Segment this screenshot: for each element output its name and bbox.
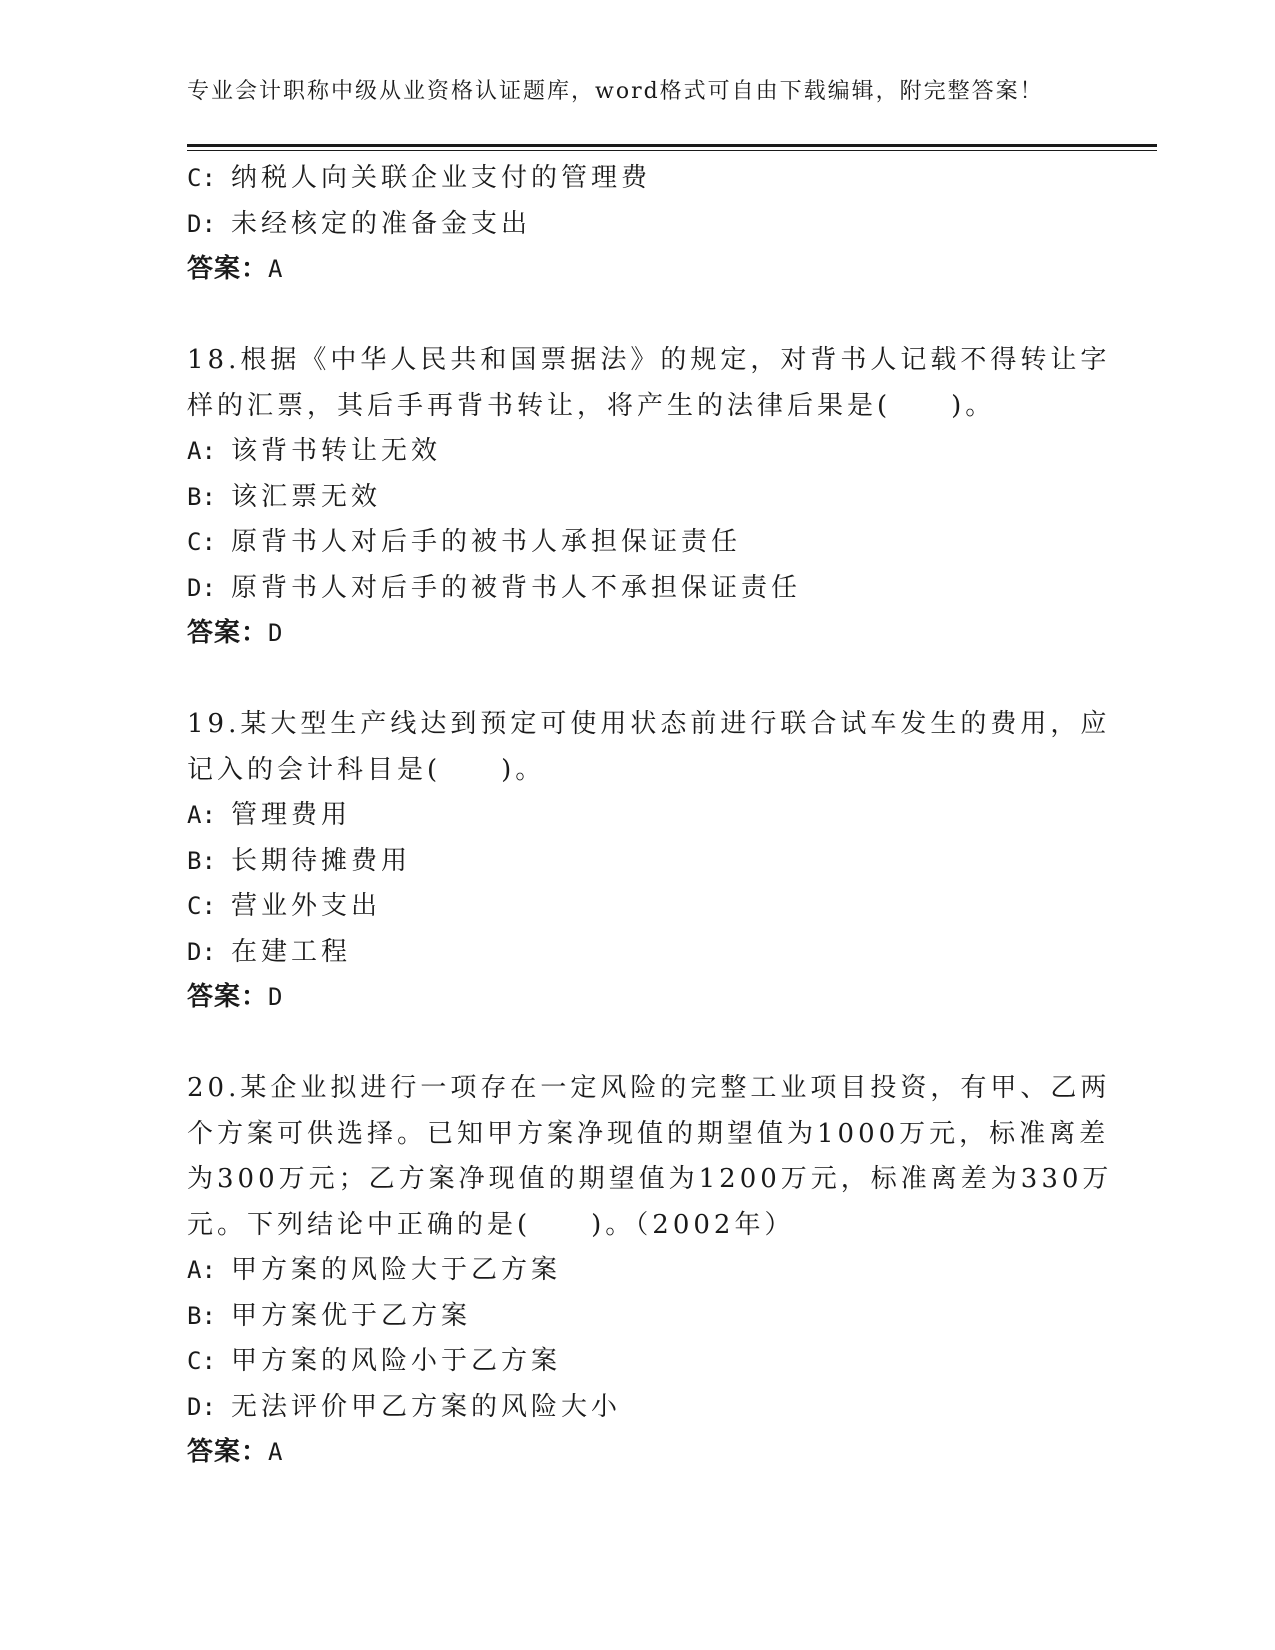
answer-label: 答案： [187,618,269,648]
option-text: 无法评价甲乙方案的风险大小 [231,1391,622,1422]
option-a [187,1248,1087,1294]
question-text-line: 记入的会计科目是( )。 [187,754,546,785]
answer-value: D [268,619,284,647]
option-text: 原背书人对后手的被书人承担保证责任 [231,527,742,557]
header-rule-thick [187,144,1157,147]
option-letter: B: [187,846,216,875]
option-text: 甲方案优于乙方案 [231,1300,472,1331]
option-c [187,156,1087,202]
option-c [187,1339,1087,1385]
option-text: 纳税人向关联企业支付的管理费 [231,163,652,193]
option-letter: D: [187,1392,216,1421]
option-a [187,793,1087,839]
option-letter: C: [187,892,216,920]
option-text: 该汇票无效 [231,481,382,512]
option-text: 营业外支出 [231,891,382,921]
option-letter: C: [187,528,216,556]
answer-line [187,247,1087,293]
option-text: 该背书转让无效 [231,436,442,466]
option-letter: B: [187,482,216,511]
option-letter: B: [187,1301,216,1330]
question-text-line: 样的汇票，其后手再背书转让，将产生的法律后果是( )。 [187,390,996,421]
option-text: 未经核定的准备金支出 [231,208,532,239]
option-text: 管理费用 [231,800,352,830]
option-d [187,202,1087,248]
answer-label: 答案： [187,1437,269,1467]
answer-line [187,975,1087,1021]
option-text: 原背书人对后手的被背书人不承担保证责任 [231,572,802,603]
option-text: 甲方案的风险小于乙方案 [231,1346,562,1376]
option-text: 长期待摊费用 [231,845,412,876]
answer-line [187,1430,1087,1476]
prev-question [187,156,1087,293]
header-rule-thin [187,150,1157,151]
question-20 [187,1066,1113,1476]
option-d [187,1385,1087,1431]
document-body [187,156,1113,1476]
option-letter: A: [187,1256,216,1284]
option-d [187,930,1087,976]
question-text-line: 为300万元；乙方案净现值的期望值为1200万元，标准离差为330万 [187,1164,1113,1194]
option-b [187,475,1087,521]
spacer [187,293,1087,339]
option-a [187,429,1087,475]
question-text-line: 19.某大型生产线达到预定可使用状态前进行联合试车发生的费用，应 [187,709,1111,739]
answer-line [187,611,1087,657]
option-c [187,520,1087,566]
answer-value: A [268,255,284,283]
question-19 [187,702,1111,1021]
answer-label: 答案： [187,254,269,284]
question-text-line: 元。下列结论中正确的是( )。（2002年） [187,1209,795,1240]
option-text: 在建工程 [231,936,352,967]
option-letter: A: [187,437,216,465]
answer-label: 答案： [187,982,269,1012]
option-letter: D: [187,209,216,238]
option-b [187,839,1087,885]
option-letter: C: [187,164,216,192]
question-text-line: 18.根据《中华人民共和国票据法》的规定，对背书人记载不得转让字 [187,345,1111,375]
spacer [187,1021,1087,1067]
option-letter: D: [187,937,216,966]
option-text: 甲方案的风险大于乙方案 [231,1255,562,1285]
question-text-line: 20.某企业拟进行一项存在一定风险的完整工业项目投资，有甲、乙两 [187,1073,1111,1103]
option-b [187,1294,1087,1340]
spacer [187,657,1087,703]
option-c [187,884,1087,930]
option-letter: C: [187,1347,216,1375]
question-18 [187,338,1111,657]
option-letter: A: [187,801,216,829]
option-d [187,566,1087,612]
answer-value: A [268,1438,284,1466]
question-text-line: 个方案可供选择。已知甲方案净现值的期望值为1000万元，标准离差 [187,1118,1110,1149]
answer-value: D [268,983,284,1011]
page-header: 专业会计职称中级从业资格认证题库，word格式可自由下载编辑，附完整答案！ [187,79,1044,104]
option-letter: D: [187,573,216,602]
